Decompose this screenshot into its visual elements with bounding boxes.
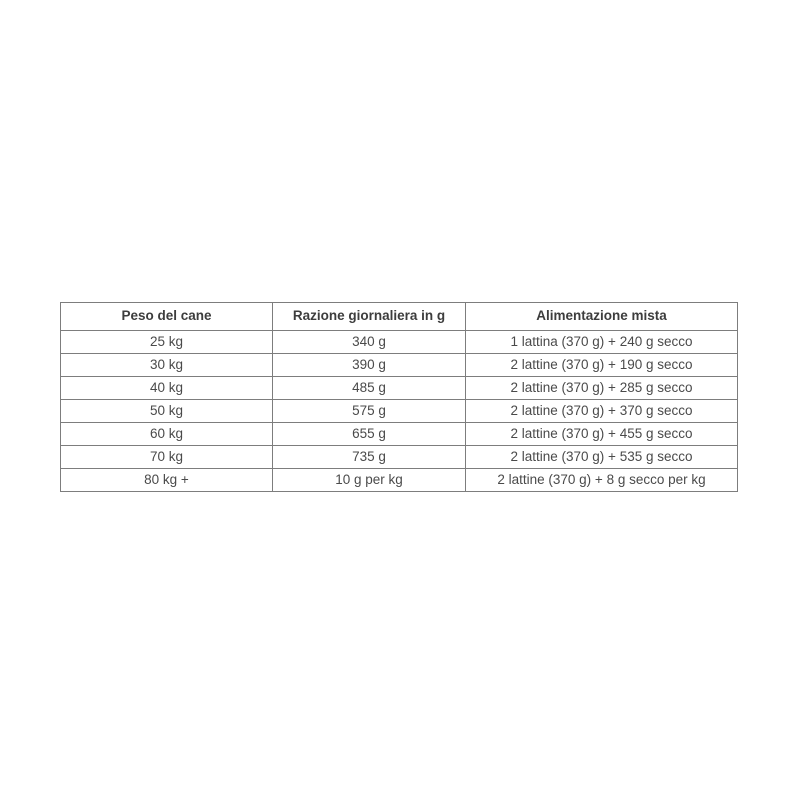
header-row xyxy=(61,303,738,331)
table-cell: 40 kg xyxy=(61,377,273,400)
feeding-table-body xyxy=(61,331,738,492)
table-cell: 485 g xyxy=(273,377,466,400)
column-header-1: Razione giornaliera in g xyxy=(273,303,466,331)
table-row xyxy=(61,423,738,446)
table-cell: 2 lattine (370 g) + 190 g secco xyxy=(466,354,738,377)
table-row xyxy=(61,377,738,400)
table-row xyxy=(61,446,738,469)
table-row xyxy=(61,331,738,354)
table-cell: 1 lattina (370 g) + 240 g secco xyxy=(466,331,738,354)
table-cell: 2 lattine (370 g) + 455 g secco xyxy=(466,423,738,446)
table-cell: 60 kg xyxy=(61,423,273,446)
feeding-table xyxy=(60,302,738,492)
table-cell: 2 lattine (370 g) + 285 g secco xyxy=(466,377,738,400)
column-header-0: Peso del cane xyxy=(61,303,273,331)
table-cell: 2 lattine (370 g) + 370 g secco xyxy=(466,400,738,423)
table-cell: 655 g xyxy=(273,423,466,446)
table-cell: 340 g xyxy=(273,331,466,354)
table-cell: 2 lattine (370 g) + 535 g secco xyxy=(466,446,738,469)
table-cell: 70 kg xyxy=(61,446,273,469)
table-cell: 30 kg xyxy=(61,354,273,377)
table-cell: 10 g per kg xyxy=(273,469,466,492)
table-cell: 390 g xyxy=(273,354,466,377)
table-row xyxy=(61,469,738,492)
table-cell: 80 kg + xyxy=(61,469,273,492)
feeding-table-header xyxy=(61,303,738,331)
table-row xyxy=(61,354,738,377)
table-cell: 735 g xyxy=(273,446,466,469)
table-cell: 575 g xyxy=(273,400,466,423)
table-cell: 25 kg xyxy=(61,331,273,354)
table-cell: 50 kg xyxy=(61,400,273,423)
table-cell: 2 lattine (370 g) + 8 g secco per kg xyxy=(466,469,738,492)
table-row xyxy=(61,400,738,423)
column-header-2: Alimentazione mista xyxy=(466,303,738,331)
